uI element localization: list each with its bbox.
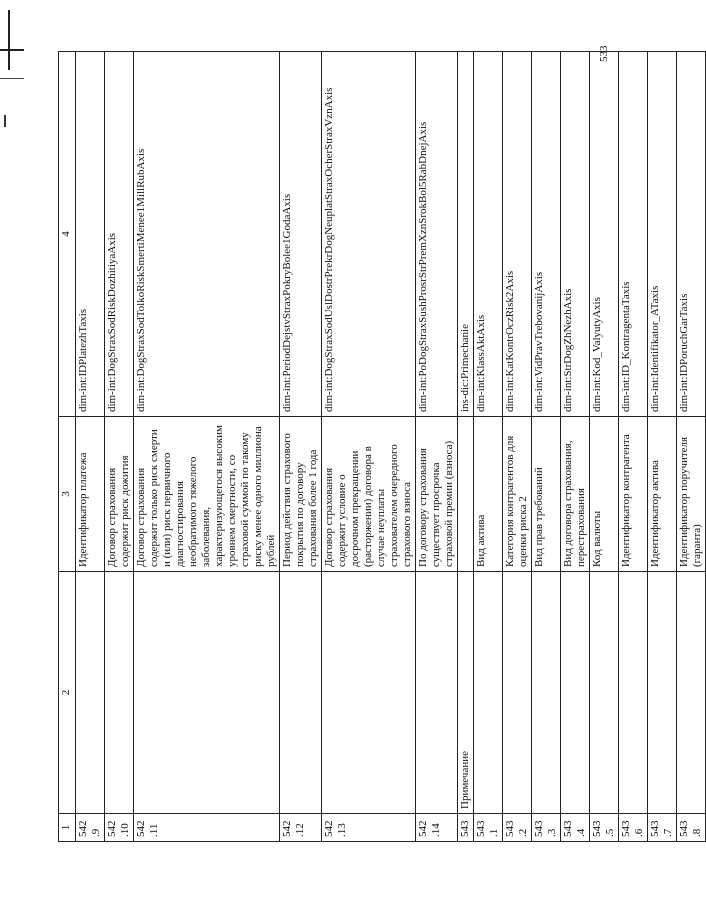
- data-table: [58, 51, 706, 842]
- axis-code-cell: dim-int:KlassAktAxis: [474, 52, 503, 417]
- description-cell: Договор страхования содержит только риск смерти и (или) риск первичного диагностирования необратимого тяжелого заболевания, характеризующегося высоким уровнем смертности, со страховой суммой по такому риску менее одного миллиона рублей: [134, 417, 280, 572]
- description-cell: По договору страхования существует просрочка страховой премии (взноса): [416, 417, 458, 572]
- row-number-cell: 542.13: [322, 814, 416, 842]
- row-number-cell: 542.12: [280, 814, 322, 842]
- axis-code-cell: ins-dic:Primechanie: [458, 52, 474, 417]
- table-row: [105, 52, 134, 842]
- table-row: [322, 52, 416, 842]
- table-row: [561, 52, 590, 842]
- row-number-cell: 543.5: [590, 814, 619, 842]
- axis-code-cell: dim-int:VidPravTrebovanijAxis: [532, 52, 561, 417]
- name-cell: [503, 572, 532, 814]
- row-number-cell: 543.1: [474, 814, 503, 842]
- table-header-row: [59, 52, 76, 842]
- table-row: [76, 52, 105, 842]
- table-row: [474, 52, 503, 842]
- row-number-cell: 543.6: [619, 814, 648, 842]
- name-cell: Примечание: [458, 572, 474, 814]
- table-row: [648, 52, 677, 842]
- name-cell: [474, 572, 503, 814]
- description-cell: [458, 417, 474, 572]
- description-cell: Договор страхования содержит условие о досрочном прекращении (расторжении) договора в случае неуплаты страхователем очередного страхового взноса: [322, 417, 416, 572]
- scan-margin-mark: [8, 10, 10, 70]
- description-cell: Период действия страхового покрытия по договору страхования более 1 года: [280, 417, 322, 572]
- description-cell: Идентификатор контрагента: [619, 417, 648, 572]
- row-number-cell: 543.7: [648, 814, 677, 842]
- name-cell: [105, 572, 134, 814]
- row-number-cell: 543.4: [561, 814, 590, 842]
- column-header: 4: [59, 52, 76, 417]
- axis-code-cell: dim-int:Kod_ValyutyAxis: [590, 52, 619, 417]
- axis-code-cell: dim-int:DogStraxSodTolkoRiskSmertiMenee1MillRubAxis: [134, 52, 280, 417]
- name-cell: [619, 572, 648, 814]
- description-cell: Идентификатор актива: [648, 417, 677, 572]
- axis-code-cell: dim-int:Identifikator_ATaxis: [648, 52, 677, 417]
- table-row: [619, 52, 648, 842]
- name-cell: [76, 572, 105, 814]
- row-number-cell: 543.8: [677, 814, 706, 842]
- table-row: [280, 52, 322, 842]
- axis-code-cell: dim-int:PoDogStraxSushProsrStrPremXznSrokBol5RabDnejAxis: [416, 52, 458, 417]
- name-cell: [416, 572, 458, 814]
- table-row: [416, 52, 458, 842]
- table-row: [458, 52, 474, 842]
- name-cell: [322, 572, 416, 814]
- name-cell: [648, 572, 677, 814]
- table-row: [134, 52, 280, 842]
- description-cell: Идентификатор поручителя (гаранта): [677, 417, 706, 572]
- row-number-cell: 543.2: [503, 814, 532, 842]
- row-number-cell: 542.14: [416, 814, 458, 842]
- name-cell: [280, 572, 322, 814]
- table-row: [503, 52, 532, 842]
- page-number: 533: [598, 45, 610, 62]
- description-cell: Договор страхования содержит риск дожития: [105, 417, 134, 572]
- column-header: 1: [59, 814, 76, 842]
- name-cell: [134, 572, 280, 814]
- axis-code-cell: dim-int:IDPoruchGarTaxis: [677, 52, 706, 417]
- name-cell: [561, 572, 590, 814]
- scan-edge-line: [0, 49, 24, 51]
- row-number-cell: 542.11: [134, 814, 280, 842]
- description-cell: Вид актива: [474, 417, 503, 572]
- description-cell: Идентификатор платежа: [76, 417, 105, 572]
- scan-edge-line: [0, 78, 24, 79]
- axis-code-cell: dim-int:DogStraxSodRiskDozhitiyaAxis: [105, 52, 134, 417]
- name-cell: [532, 572, 561, 814]
- description-cell: Вид договора страхования, перестрахования: [561, 417, 590, 572]
- table-row: [677, 52, 706, 842]
- description-cell: Код валюты: [590, 417, 619, 572]
- row-number-cell: 542.10: [105, 814, 134, 842]
- name-cell: [590, 572, 619, 814]
- row-number-cell: 543: [458, 814, 474, 842]
- axis-code-cell: dim-int:StrDogZhNezhAxis: [561, 52, 590, 417]
- description-cell: Вид прав требований: [532, 417, 561, 572]
- axis-code-cell: dim-int:ID_KontragentaTaxis: [619, 52, 648, 417]
- axis-code-cell: dim-int:DogStraxSodUslDostrPrekrDogNeuplatStraxOcherStraxVznAxis: [322, 52, 416, 417]
- name-cell: [677, 572, 706, 814]
- axis-code-cell: dim-int:KatKontrOczRisk2Axis: [503, 52, 532, 417]
- axis-code-cell: dim-int:PeriodDejstvStraxPokryBolee1GodaAxis: [280, 52, 322, 417]
- table-row: [590, 52, 619, 842]
- table-row: [532, 52, 561, 842]
- row-number-cell: 543.3: [532, 814, 561, 842]
- axis-code-cell: dim-int:IDPlatezhTaxis: [76, 52, 105, 417]
- column-header: 3: [59, 417, 76, 572]
- row-number-cell: 542.9: [76, 814, 105, 842]
- description-cell: Категория контрагентов для оценки риска 2: [503, 417, 532, 572]
- scan-margin-mark: [4, 115, 6, 127]
- column-header: 2: [59, 572, 76, 814]
